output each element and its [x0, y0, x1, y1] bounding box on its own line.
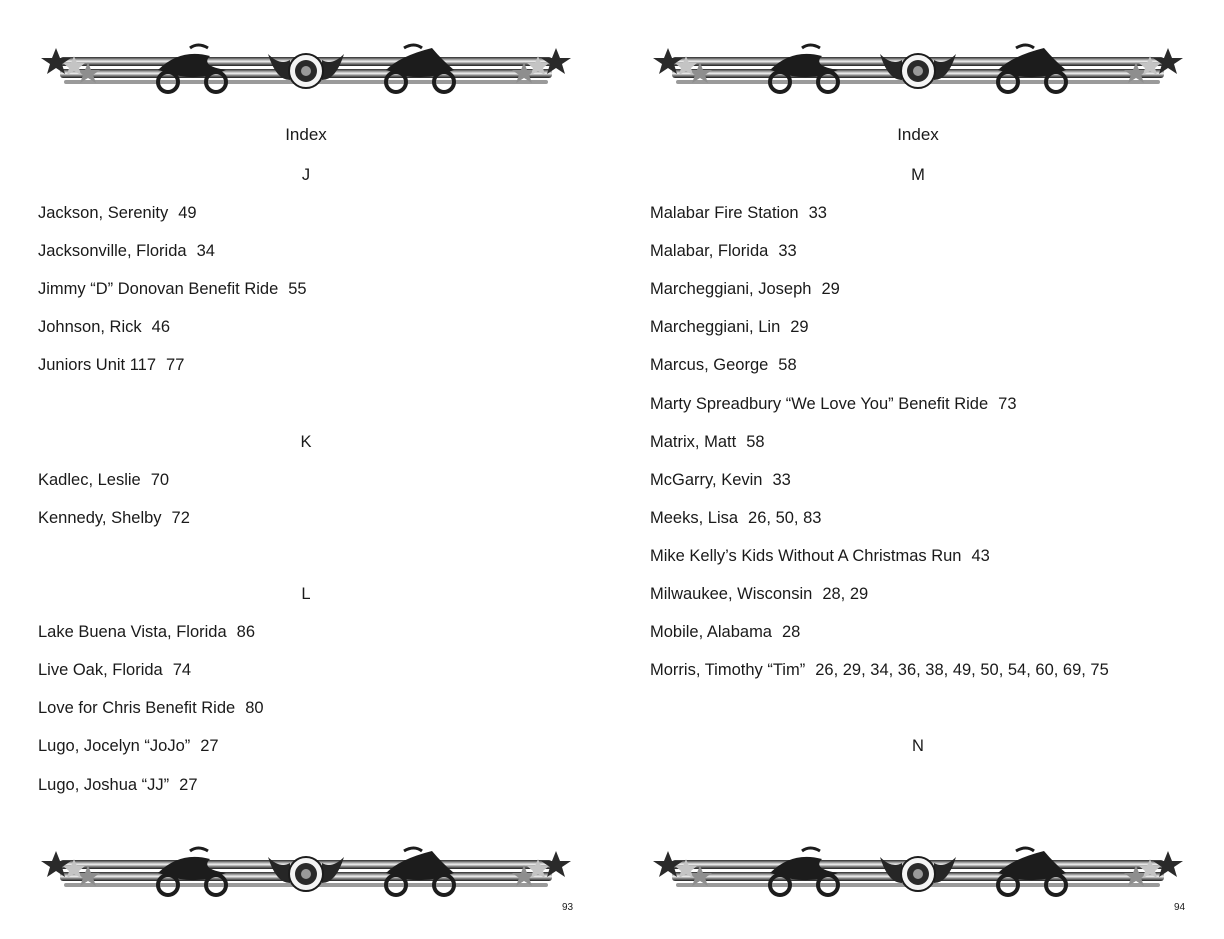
- entry-name: Mobile, Alabama: [650, 623, 772, 642]
- entry-name: Malabar, Florida: [650, 242, 769, 261]
- index-entry: [38, 735, 598, 773]
- entry-name: Matrix, Matt: [650, 432, 737, 451]
- entry-page-numbers: 33: [808, 204, 827, 223]
- page-number: 94: [1174, 902, 1186, 913]
- index-entry: [650, 659, 1210, 697]
- index-entry: [650, 316, 1210, 354]
- index-entry: [38, 354, 598, 392]
- index-entry: [650, 545, 1210, 583]
- entry-name: Kennedy, Shelby: [38, 508, 162, 527]
- motorcycle-emblem-icon: [40, 843, 572, 901]
- index-entry: [650, 431, 1210, 469]
- entry-page-numbers: 29: [821, 280, 840, 299]
- page-title: Index: [897, 125, 939, 144]
- entry-page-numbers: 74: [172, 661, 192, 680]
- index-entry: [650, 469, 1210, 507]
- index-entry: [650, 240, 1210, 278]
- motorcycle-emblem-icon: [652, 843, 1184, 901]
- index-entry: [650, 202, 1210, 240]
- motorcycle-emblem-icon: [652, 40, 1184, 98]
- entry-page-numbers: 49: [178, 204, 197, 223]
- page-title: Index: [285, 125, 327, 144]
- entry-page-numbers: 86: [236, 623, 256, 642]
- index-entry: [650, 583, 1210, 621]
- section-letter: J: [301, 166, 311, 184]
- entry-page-numbers: 27: [179, 775, 198, 794]
- entry-name: Lugo, Jocelyn “JoJo”: [38, 737, 191, 756]
- index-entry: [38, 278, 598, 316]
- index-entry: [38, 469, 598, 507]
- index-entry: [38, 240, 598, 278]
- index-list: [650, 164, 1210, 774]
- entry-name: Kadlec, Leslie: [38, 470, 141, 489]
- bottom-banner-ornament: [652, 843, 1184, 901]
- spacer-row: [650, 697, 1210, 735]
- index-entry: [38, 774, 598, 812]
- entry-name: Lake Buena Vista, Florida: [38, 623, 227, 642]
- entry-name: Live Oak, Florida: [38, 661, 163, 680]
- entry-page-numbers: 33: [778, 242, 797, 261]
- entry-name: Malabar Fire Station: [650, 204, 799, 223]
- entry-name: Meeks, Lisa: [650, 508, 739, 527]
- entry-page-numbers: 26, 29, 34, 36, 38, 49, 50, 54, 60, 69, 75: [815, 661, 1109, 680]
- top-banner-ornament: [40, 40, 572, 98]
- entry-name: Jacksonville, Florida: [38, 242, 187, 261]
- bottom-banner-ornament: [40, 843, 572, 901]
- entry-page-numbers: 72: [171, 508, 190, 527]
- index-entry: [38, 659, 598, 697]
- section-letter: M: [911, 166, 925, 184]
- index-entry: [650, 507, 1210, 545]
- entry-name: Marcheggiani, Lin: [650, 318, 781, 337]
- right-page: [612, 0, 1224, 939]
- entry-name: Jackson, Serenity: [38, 204, 169, 223]
- entry-page-numbers: 26, 50, 83: [748, 508, 822, 527]
- entry-page-numbers: 73: [998, 394, 1017, 413]
- entry-page-numbers: 34: [196, 242, 215, 261]
- index-entry: [38, 202, 598, 240]
- top-banner-ornament: [652, 40, 1184, 98]
- entry-page-numbers: 77: [166, 356, 185, 375]
- entry-page-numbers: 58: [778, 356, 797, 375]
- entry-name: Marty Spreadbury “We Love You” Benefit Ride: [650, 394, 989, 413]
- spacer-row: [38, 545, 598, 583]
- entry-name: Juniors Unit 117: [38, 356, 157, 375]
- index-list: [38, 164, 598, 812]
- index-entry: [38, 507, 598, 545]
- index-entry: [38, 697, 598, 735]
- entry-page-numbers: 46: [151, 318, 170, 337]
- entry-name: Love for Chris Benefit Ride: [38, 699, 236, 718]
- entry-page-numbers: 43: [971, 546, 990, 565]
- entry-name: Mike Kelly’s Kids Without A Christmas Run: [650, 546, 962, 565]
- entry-name: Marcus, George: [650, 356, 769, 375]
- entry-name: McGarry, Kevin: [650, 470, 763, 489]
- entry-page-numbers: 55: [288, 280, 307, 299]
- section-letter: N: [912, 737, 924, 756]
- section-letter: L: [301, 585, 311, 604]
- index-entry: [650, 621, 1210, 659]
- section-letter: K: [300, 432, 312, 451]
- index-entry: [38, 621, 598, 659]
- entry-page-numbers: 33: [772, 470, 791, 489]
- entry-name: Jimmy “D” Donovan Benefit Ride: [38, 280, 279, 299]
- index-entry: [650, 278, 1210, 316]
- entry-name: Milwaukee, Wisconsin: [650, 585, 813, 604]
- entry-page-numbers: 70: [150, 470, 170, 489]
- page-number: 93: [562, 902, 574, 913]
- index-entry: [650, 354, 1210, 392]
- entry-name: Marcheggiani, Joseph: [650, 280, 812, 299]
- entry-page-numbers: 58: [746, 432, 765, 451]
- entry-page-numbers: 28, 29: [822, 585, 869, 604]
- entry-name: Lugo, Joshua “JJ”: [38, 775, 170, 794]
- entry-name: Johnson, Rick: [38, 318, 142, 337]
- entry-name: Morris, Timothy “Tim”: [650, 661, 806, 680]
- entry-page-numbers: 29: [790, 318, 809, 337]
- entry-page-numbers: 80: [245, 699, 264, 718]
- spacer-row: [38, 393, 598, 431]
- entry-page-numbers: 28: [782, 623, 801, 642]
- entry-page-numbers: 27: [200, 737, 219, 756]
- index-entry: [38, 316, 598, 354]
- motorcycle-emblem-icon: [40, 40, 572, 98]
- index-entry: [650, 393, 1210, 431]
